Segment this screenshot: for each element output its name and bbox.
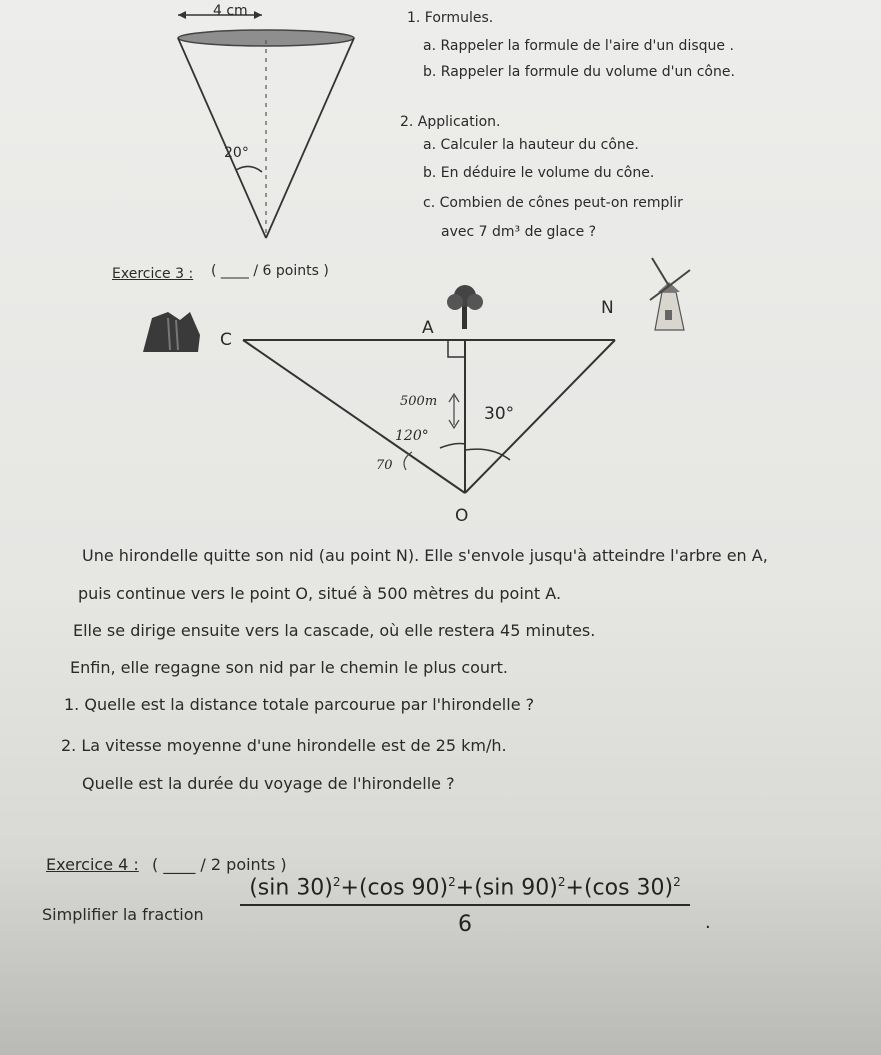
point-a-label: A (422, 318, 434, 338)
tree-icon (447, 285, 483, 329)
term-sin30: (sin 30) (249, 875, 333, 901)
ex3-question-1: 1. Quelle est la distance totale parcourue par l'hirondelle ? (64, 695, 535, 714)
point-o-label: O (455, 506, 469, 526)
exp-4: 2 (673, 875, 681, 889)
q2-title: 2. Application. (400, 114, 501, 130)
segment-co (243, 340, 465, 493)
waterfall-icon (143, 312, 200, 352)
q2a-text: a. Calculer la hauteur du cône. (423, 137, 639, 153)
cone-right-edge (266, 38, 354, 238)
q1a-text: a. Rappeler la formule de l'aire d'un disque . (423, 38, 734, 54)
q1-title: 1. Formules. (407, 10, 494, 26)
fraction-numerator (240, 875, 690, 906)
fraction-expression (240, 875, 690, 937)
exp-1: 2 (332, 875, 341, 889)
q2c-text-line1: c. Combien de cônes peut-on remplir (423, 195, 683, 211)
exp-2: 2 (448, 875, 456, 889)
exercise3-title: Exercice 3 : (112, 266, 194, 282)
sentence-period: . (705, 912, 711, 933)
cone-left-edge (178, 38, 266, 238)
ex3-question-2-line2: Quelle est la durée du voyage de l'hirondelle ? (82, 774, 455, 793)
q1b-text: b. Rappeler la formule du volume d'un cône. (423, 64, 735, 80)
angle-120-label: 120° (395, 428, 429, 444)
angle-120-arc (440, 444, 465, 449)
term-cos30: +(cos 30) (565, 875, 674, 901)
exercise3-diagram (143, 258, 690, 493)
angle-70-label: 70 (376, 458, 393, 473)
ex3-text-line-4: Enfin, elle regagne son nid par le chemin le plus court. (70, 658, 508, 677)
fraction-denominator: 6 (458, 912, 472, 938)
exercise3-score: ( ____ / 6 points ) (211, 263, 329, 279)
ex3-text-line-3: Elle se dirige ensuite vers la cascade, où elle restera 45 minutes. (73, 621, 596, 640)
exercise4-score: ( ____ / 2 points ) (152, 855, 287, 874)
windmill-icon (650, 258, 690, 330)
term-sin90: +(sin 90) (455, 875, 558, 901)
ex3-text-line-1: Une hirondelle quitte son nid (au point N). Elle s'envole jusqu'à atteindre l'arbre en A, (82, 546, 768, 565)
cone-angle-label: 20° (224, 145, 249, 161)
point-c-label: C (220, 330, 232, 350)
point-n-label: N (601, 298, 614, 318)
cone-angle-arc (236, 166, 262, 172)
cone-figure (178, 11, 354, 238)
q2c-text-line2: avec 7 dm³ de glace ? (441, 224, 597, 240)
ex3-text-line-2: puis continue vers le point O, situé à 500 mètres du point A. (78, 584, 562, 603)
exp-3: 2 (557, 875, 566, 889)
exercise4-title: Exercice 4 : (46, 855, 139, 874)
angle-30-label: 30° (484, 404, 515, 424)
ex3-question-2-line1: 2. La vitesse moyenne d'une hirondelle est de 25 km/h. (61, 736, 507, 755)
term-cos90: +(cos 90) (340, 875, 449, 901)
exercise4-prompt: Simplifier la fraction (42, 905, 204, 924)
distance-500-arrow (449, 394, 459, 428)
distance-500-label: 500m (400, 394, 438, 409)
right-angle-mark (448, 340, 465, 357)
q2b-text: b. En déduire le volume du cône. (423, 165, 655, 181)
cone-width-label: 4 cm (213, 3, 248, 19)
